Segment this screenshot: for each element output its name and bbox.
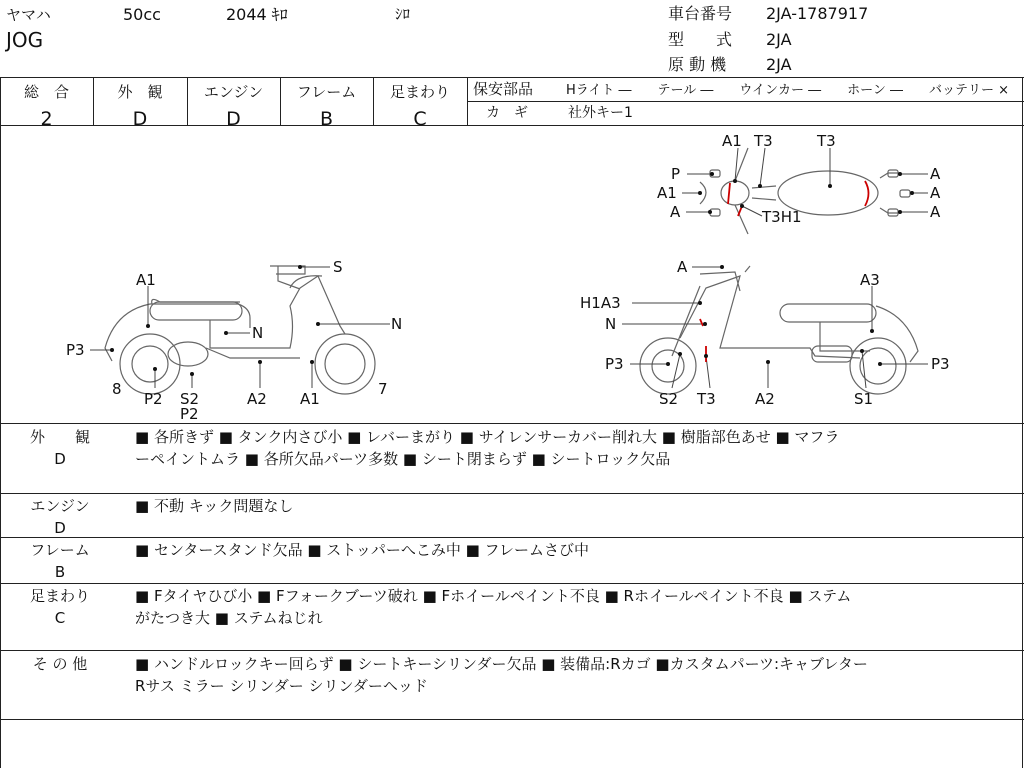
divider — [0, 77, 1024, 78]
grade-frame-value: B — [319, 108, 334, 130]
grade-overall-label: 総 合 — [23, 83, 69, 101]
divider — [0, 493, 1024, 494]
grade-exterior — [93, 81, 187, 130]
section-title — [0, 653, 120, 675]
diagram-label: A1 — [657, 184, 677, 202]
grade-exterior-value: D — [132, 108, 148, 130]
section-body — [135, 539, 1015, 561]
section-title — [0, 495, 120, 539]
diagram-label: N — [605, 315, 617, 333]
frame-no-label: 車台番号 — [668, 4, 733, 23]
section-title — [0, 539, 120, 583]
diagram-label: S2 — [180, 390, 200, 408]
maker: ヤマハ — [6, 6, 51, 24]
divider — [0, 650, 1024, 651]
grade-exterior-label: 外 観 — [117, 83, 163, 101]
remark-line: がたつき大 ■ ステムねじれ — [135, 609, 323, 627]
top-view-scooter — [700, 148, 910, 234]
diagram-label: 7 — [378, 380, 388, 398]
diagram-label: 8 — [112, 380, 122, 398]
remark-line: ■ ハンドルロックキー回らず ■ シートキーシリンダー欠品 ■ 装備品:Rカゴ ■カスタムパーツ:キャブレター — [135, 655, 868, 673]
section-title-text: 足まわり — [29, 587, 90, 605]
section-title-text: エンジン — [30, 497, 90, 515]
divider — [467, 77, 468, 125]
diagram-label: P3 — [605, 355, 624, 373]
section-body — [135, 495, 1015, 517]
diagram-label: A2 — [755, 390, 775, 408]
remark-line: Rサス ミラー シリンダー シリンダーヘッド — [135, 677, 428, 695]
model-name: JOG — [6, 28, 44, 52]
diagram-label: T3 — [697, 390, 716, 408]
type-label: 型 式 — [668, 30, 733, 49]
frame-no: 2JA-1787917 — [766, 4, 869, 23]
remark-line: ■ 不動 キック問題なし — [135, 497, 294, 515]
diagram-label: P3 — [66, 341, 85, 359]
section-title — [0, 585, 120, 629]
grade-suspension-label: 足まわり — [389, 83, 450, 101]
diagram-label: H1A3 — [580, 294, 621, 312]
diagram-label: A — [930, 165, 941, 183]
section-body — [135, 653, 1015, 697]
divider — [0, 583, 1024, 584]
grade-overall-value: 2 — [40, 108, 53, 130]
grade-engine — [187, 81, 280, 130]
divider — [0, 423, 1024, 424]
grade-frame — [280, 81, 373, 130]
diagram-label: S — [333, 258, 343, 276]
grade-frame-label: フレーム — [296, 83, 357, 101]
diagram-label: T3H1 — [762, 208, 802, 226]
mileage: 2044 ｷﾛ — [226, 5, 288, 24]
diagram-label: P2 — [180, 405, 199, 422]
section-grade: D — [54, 450, 66, 468]
engine-value: 2JA — [766, 55, 792, 74]
diagram-label: P2 — [144, 390, 163, 408]
diagram-label: T3 — [754, 132, 773, 150]
diagram-label: A1 — [300, 390, 320, 408]
section-title-text: フレーム — [30, 541, 90, 559]
section-title-text: 外 観 — [29, 428, 90, 446]
grade-suspension — [373, 81, 467, 130]
section-body — [135, 585, 1015, 629]
section-grade: B — [54, 563, 66, 581]
key-value: 社外キー1 — [568, 105, 633, 121]
remark-line: ■ Fタイヤひび小 ■ Fフォークブーツ破れ ■ Fホイールペイント不良 ■ Rホイールペイント不良 ■ ステム — [135, 587, 852, 605]
remark-line: ■ センタースタンド欠品 ■ ストッパーへこみ中 ■ フレームさび中 — [135, 541, 589, 559]
section-body — [135, 426, 1015, 470]
engine-label: 原 動 機 — [668, 55, 727, 74]
diagram-label: P3 — [931, 355, 950, 373]
type-value: 2JA — [766, 30, 792, 49]
diagram-label: A1 — [722, 132, 742, 150]
grade-engine-label: エンジン — [203, 83, 264, 101]
section-grade: D — [54, 519, 66, 537]
diagram-label: T3 — [817, 132, 836, 150]
diagram-label: A — [670, 203, 681, 221]
color: ｼﾛ — [395, 5, 411, 23]
diagram-label: A — [930, 203, 941, 221]
diagram-label: A — [677, 258, 688, 276]
remark-line: ーペイントムラ ■ 各所欠品パーツ多数 ■ シート閉まらず ■ シートロック欠品 — [135, 450, 671, 468]
grade-engine-value: D — [226, 108, 241, 130]
grade-suspension-value: C — [413, 108, 427, 130]
divider — [467, 101, 1024, 102]
safety-label: 保安部品 — [473, 80, 534, 98]
remark-line: ■ 各所きず ■ タンク内さび小 ■ レバーまがり ■ サイレンサーカバー削れ大 ■ 樹脂部色あせ ■ マフラ — [135, 428, 840, 446]
section-title — [0, 426, 120, 470]
diagram-label: N — [391, 315, 403, 333]
diagram-label: N — [252, 324, 264, 342]
divider — [0, 719, 1024, 720]
safety-items: Hライト ― テール ― ウインカー ― ホーン ― バッテリー × — [566, 83, 1010, 98]
divider — [0, 537, 1024, 538]
diagram-label: S2 — [659, 390, 679, 408]
grade-overall — [0, 81, 93, 130]
diagram-label: P — [671, 165, 681, 183]
diagram-label: A — [930, 184, 941, 202]
diagram-label: A2 — [247, 390, 267, 408]
diagram-label: S1 — [854, 390, 874, 408]
displacement: 50cc — [123, 5, 161, 24]
section-grade: C — [54, 609, 66, 627]
section-title-text: そ の 他 — [32, 655, 88, 673]
diagram-label: A1 — [136, 271, 156, 289]
damage-diagram — [0, 126, 1024, 422]
key-label: カ ギ — [486, 105, 528, 121]
diagram-label: A3 — [860, 271, 880, 289]
